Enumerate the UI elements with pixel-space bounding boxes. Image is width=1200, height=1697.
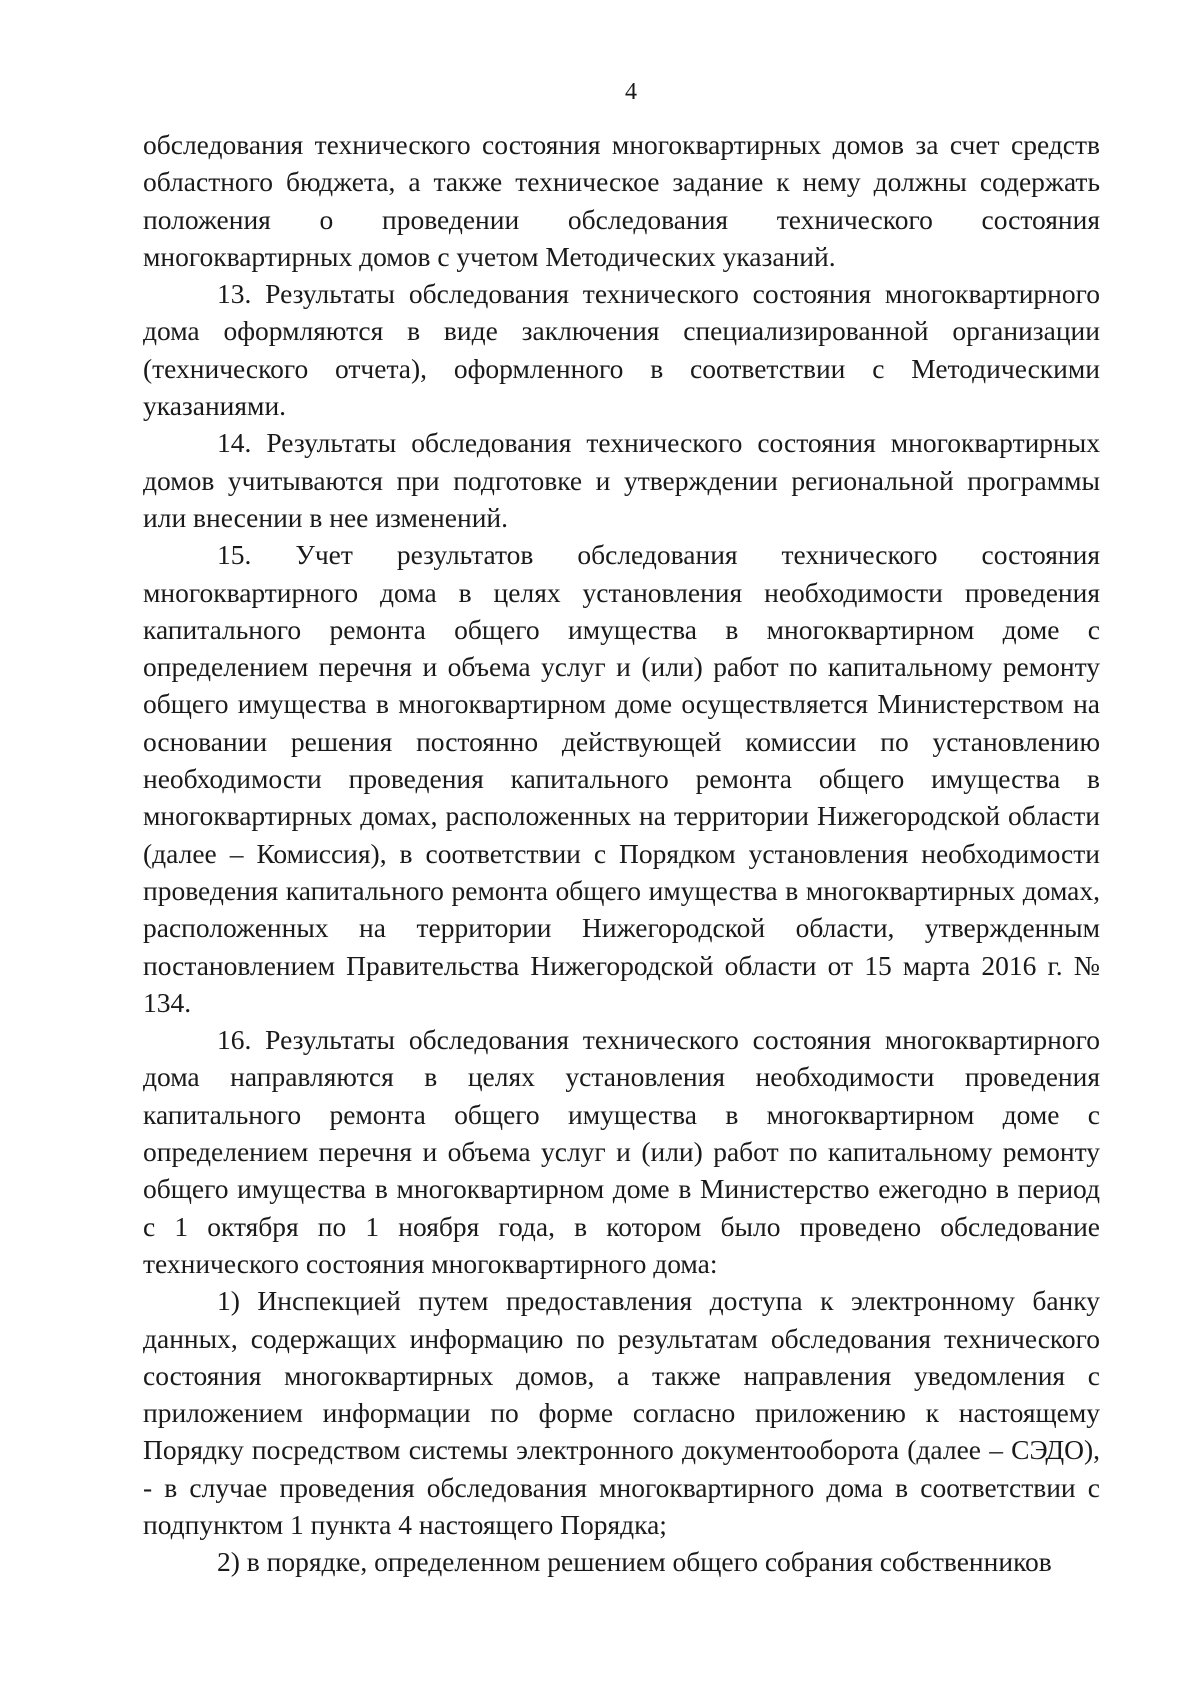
paragraph-subitem-2: 2) в порядке, определенном решением общего собрания собственников: [217, 1546, 1052, 1578]
paragraph-item-14: 14. Результаты обследования технического состояния многоквартирных домов учитываются при подготовке и утверждении региональной программы или внесении в нее изменений.: [143, 427, 1100, 533]
paragraph-item-16: 16. Результаты обследования технического состояния многоквартирного дома направляются в целях установления необходимости проведения капитального ремонта общего имущества в многоквартирном доме с определением перечня и объема услуг и (или) работ по капитальному ремонту общего имущества в многоквартирном доме в Министерство ежегодно в период с 1 октября по 1 ноября года, в котором было проведено обследование технического состояния многоквартирного дома:: [143, 1024, 1100, 1279]
paragraph-item-15: 15. Учет результатов обследования технического состояния многоквартирного дома в целях установления необходимости проведения капитального ремонта общего имущества в многоквартирном доме с определением перечня и объема услуг и (или) работ по капитальному ремонту общего имущества в многоквартирном доме осуществляется Министерством на основании решения постоянно действующей комиссии по установлению необходимости проведения капитального ремонта общего имущества в многоквартирных домах, расположенных на территории Нижегородской области (далее – Комиссия), в соответствии с Порядком установления необходимости проведения капитального ремонта общего имущества в многоквартирных домах, расположенных на территории Нижегородской области, утвержденным постановлением Правительства Нижегородской области от 15 марта 2016 г. № 134.: [143, 539, 1100, 1018]
paragraph-item-13: 13. Результаты обследования технического состояния многоквартирного дома оформляются в виде заключения специализированной организации (технического отчета), оформленного в соответствии с Методическими указаниями.: [143, 278, 1100, 422]
document-body: [143, 126, 1100, 1581]
paragraph-continuation: обследования технического состояния многоквартирных домов за счет средств областного бюджета, а также техническое задание к нему должны содержать положения о проведении обследования технического состояния многоквартирных домов с учетом Методических указаний.: [143, 129, 1100, 272]
paragraph-subitem-1: 1) Инспекцией путем предоставления доступа к электронному банку данных, содержащих информацию по результатам обследования технического состояния многоквартирных домов, а также направления уведомления с приложением информации по форме согласно приложению к настоящему Порядку посредством системы электронного документооборота (далее – СЭДО), - в случае проведения обследования многоквартирного дома в соответствии с подпунктом 1 пункта 4 настоящего Порядка;: [143, 1285, 1100, 1540]
page-number: 4: [625, 79, 637, 105]
